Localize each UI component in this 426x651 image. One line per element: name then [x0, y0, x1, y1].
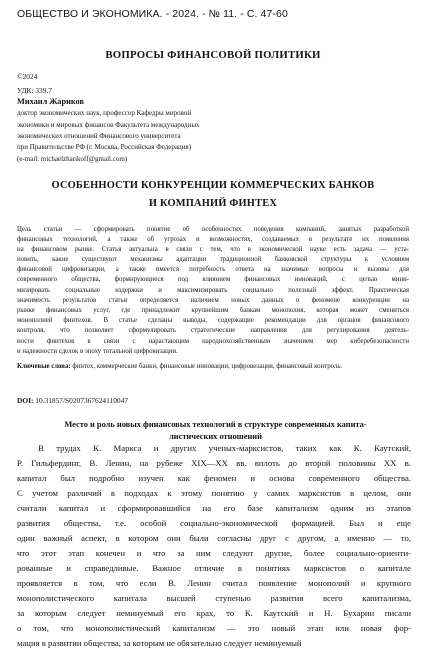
abstract-line: ности финтехов в связи с нарастающим народнохозяйственным значением мер киберебезопасности	[17, 338, 409, 345]
abstract-line: Цель статьи — сформировать понятие об особенностях поведения компаний, занятых разработкой	[17, 226, 409, 233]
body-paragraph-line: считали капитал и сформировавшийся на его базе капитализм одним из этапов	[17, 503, 411, 513]
article-title-line: ОСОБЕННОСТИ КОНКУРЕНЦИИ КОММЕРЧЕСКИХ БАНКОВ	[51, 180, 375, 191]
body-paragraph-line: один важный аспект, в котором они были согласны друг с другом, а именно — то,	[17, 533, 411, 543]
body-paragraph-line: о том, что монополистический капитализм — это новый этап или новая фор-	[17, 623, 411, 633]
abstract-line: значимость результатов статьи определяется наличием новых данных о феномене конкуренции на	[17, 297, 409, 304]
abstract-line: современного общества, формирующиеся под влиянием финансовых инноваций, с целью мини-	[17, 276, 409, 283]
doi	[17, 396, 128, 405]
subsection-heading-line: листических отношений	[169, 432, 262, 441]
author-affiliation-line: при Правительстве РФ (г. Москва, Российская Федерация)	[17, 143, 192, 151]
abstract-line: на финансовом рынке. Статья актуальна в связи с тем, что в экономической науке есть задача — уста-	[17, 246, 409, 253]
body-paragraph-line: развития общества, т.е. особой социально-экономической формацией. Был и еще	[17, 518, 411, 528]
abstract-line: новить, какие существуют механизмы адаптации традиционной банковской структуры к условиям	[17, 256, 409, 263]
body-paragraph-line: проявляется в том, что если В. Ленин считал появление монополий и крупного	[17, 578, 411, 588]
keywords	[17, 362, 409, 372]
body-paragraph-line: что этот этап конечен и что за ним следуют другие, более социально-ориенти-	[17, 548, 411, 558]
abstract-line: финансовых технологий, а также об угрозах и возможностях, создаваемых в результате их появления	[17, 236, 409, 243]
abstract-line: мизировать социальные издержки и максимизировать социально полезный эффект. Практическая	[17, 287, 409, 294]
section-title: ВОПРОСЫ ФИНАНСОВОЙ ПОЛИТИКИ	[105, 49, 321, 61]
article-title-line: И КОМПАНИЙ ФИНТЕХ	[148, 198, 278, 209]
body-paragraph-line: капитал был подробно изучен как феномен и основа современного общества.	[17, 473, 411, 483]
body-paragraph-line: Р. Гильфердинг, В. Ленин, на рубеже XIX—XX вв. вплоть до второй половины XX в.	[17, 458, 411, 468]
body-paragraph-line: В трудах К. Маркса и других ученых-марксистов, таких как К. Каутский,	[38, 443, 411, 453]
body-paragraph-line: за которым следует неминуемый его крах, то К. Каутский и Н. Бухарин писали	[17, 608, 411, 618]
body-paragraph-line: мация в развитии общества, за которым не обязательно следует неминуемый	[17, 638, 302, 648]
abstract-line: монополией финтехов. В статье сделаны выводы, содержащие рекомендации для органов финансового	[17, 317, 409, 324]
copyright-line: ©2024	[17, 72, 38, 81]
body-paragraph-line: монополистического капитала высшей ступенью развития всего капитализма,	[17, 593, 411, 603]
body-paragraph-line: С учетом различий в подходах к этому понятию у самих марксистов в целом, они	[17, 488, 411, 498]
body-paragraph-line: рованные и справедливые. Важное отличие в понятиях марксистов о капитале	[17, 563, 411, 573]
keywords-label: Ключевые слова:	[17, 363, 71, 370]
abstract-line: финансовой цифровизации, а также имеется потребность ответа на значимые вопросы и вызовы для	[17, 266, 409, 273]
doi-value: 10.31857/S0207367624110047	[33, 396, 129, 405]
subsection-heading-line: Место и роль новых финансовых технологий в структуре современных капита-	[64, 420, 367, 429]
author-email: (e-mail: michaelzharikoff@gmail.com)	[17, 155, 128, 163]
author-affiliation-line: экономических отношений Финансового университета	[17, 132, 181, 140]
abstract-line: и надежности сделок в эпоху тотальной цифровизации.	[17, 348, 178, 355]
author-name: Михаил Жариков	[17, 97, 84, 106]
author-affiliation-line: доктор экономических наук, профессор Кафедры мировой	[17, 109, 192, 117]
doi-label: DOI:	[17, 396, 34, 405]
keywords-text: финтех, коммерческие банки, финансовые инновации, цифровизация, финансовый контроль.	[70, 363, 343, 370]
journal-citation-header: ОБЩЕСТВО И ЭКОНОМИКА. - 2024. - № 11. - С. 47-60	[17, 8, 288, 20]
abstract-line: контроля, что позволяет сформулировать стратегические направления для регулирования деятель-	[17, 327, 409, 334]
udc-code: УДК: 339.7	[17, 86, 52, 95]
abstract-line: рынке финансовых услуг, где принадлежит крупнейшим банкам монополия, которая может смениться	[17, 307, 409, 314]
author-affiliation-line: экономики и мировых финансов Факультета международных	[17, 121, 200, 129]
